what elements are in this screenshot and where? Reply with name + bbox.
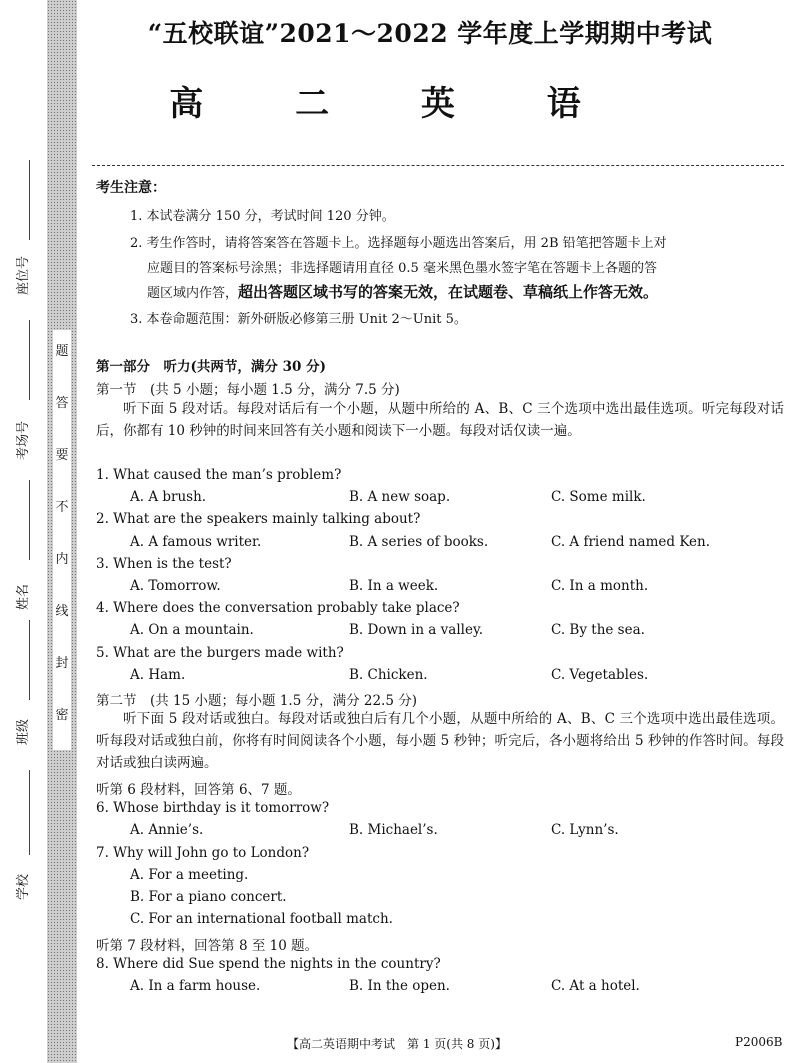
paper-code: P2006B bbox=[735, 1035, 783, 1049]
option-c: C. Vegetables. bbox=[551, 667, 649, 683]
seal-char: 密 bbox=[55, 708, 69, 723]
notice-warning: 超出答题区域书写的答案无效，在试题卷、草稿纸上作答无效。 bbox=[238, 283, 659, 301]
seal-char: 要 bbox=[55, 448, 69, 463]
option-b: B. A series of books. bbox=[349, 534, 489, 550]
option-a: A. Annie’s. bbox=[130, 822, 204, 838]
seat-number-field[interactable] bbox=[29, 160, 30, 240]
option-a: A. A brush. bbox=[130, 489, 207, 505]
option-a: A. Tomorrow. bbox=[130, 578, 221, 594]
question-stem: 1. What caused the man’s problem? bbox=[96, 467, 342, 483]
page-footer: 【高二英语期中考试 第 1 页(共 8 页)】 bbox=[287, 1037, 507, 1051]
option-b: B. A new soap. bbox=[349, 489, 451, 505]
class-label: 班级 bbox=[16, 718, 31, 745]
exam-title: “五校联谊”2021～2022 学年度上学期期中考试 bbox=[147, 19, 713, 48]
option-c: C. For an international football match. bbox=[130, 911, 393, 927]
question-stem: 3. When is the test? bbox=[96, 556, 232, 572]
question-stem: 8. Where did Sue spend the nights in the country? bbox=[96, 956, 441, 972]
part1-heading: 第一部分 听力(共两节，满分 30 分) bbox=[96, 359, 326, 375]
question-stem: 5. What are the burgers made with? bbox=[96, 645, 344, 661]
section1-heading: 第一节 (共 5 小题；每小题 1.5 分，满分 7.5 分) bbox=[96, 382, 400, 398]
seal-char: 内 bbox=[55, 552, 69, 567]
section1-instructions: 听下面 5 段对话。每段对话后有一个小题，从题中所给的 A、B、C 三个选项中选出最佳选项。听完每段对话后，你都有 10 秒钟的时间来回答有关小题和阅读下一小题。每段对话仅读一遍。 bbox=[96, 401, 784, 439]
section2-heading: 第二节 (共 15 小题；每小题 1.5 分，满分 22.5 分) bbox=[96, 693, 417, 709]
notice-heading: 考生注意： bbox=[96, 180, 166, 196]
option-c: C. Some milk. bbox=[551, 489, 646, 505]
name-label: 姓名 bbox=[16, 583, 31, 610]
seal-char: 不 bbox=[55, 500, 69, 515]
notice-item-3: 3. 本卷命题范围：新外研版必修第三册 Unit 2～Unit 5。 bbox=[130, 312, 467, 327]
seal-char: 题 bbox=[55, 344, 69, 359]
exam-room-field[interactable] bbox=[29, 320, 30, 400]
question-stem: 7. Why will John go to London? bbox=[96, 845, 310, 861]
option-a: A. A famous writer. bbox=[130, 534, 262, 550]
material-7-note: 听第 7 段材料，回答第 8 至 10 题。 bbox=[96, 938, 319, 954]
material-6-note: 听第 6 段材料，回答第 6、7 题。 bbox=[96, 782, 301, 798]
option-a: A. In a farm house. bbox=[130, 978, 261, 994]
seal-char: 答 bbox=[55, 396, 69, 411]
option-b: B. In the open. bbox=[349, 978, 450, 994]
option-a: A. On a mountain. bbox=[130, 622, 254, 638]
option-b: B. Michael’s. bbox=[349, 822, 438, 838]
header-divider bbox=[92, 165, 784, 166]
notice-item-2: 2. 考生作答时，请将答案答在答题卡上。选择题每小题选出答案后，用 2B 铅笔把答题卡上对 bbox=[130, 236, 667, 251]
seal-char: 封 bbox=[55, 656, 69, 671]
school-field[interactable] bbox=[29, 770, 30, 855]
option-c: C. In a month. bbox=[551, 578, 649, 594]
seat-number-label: 座位号 bbox=[16, 255, 31, 295]
option-c: C. A friend named Ken. bbox=[551, 534, 711, 550]
notice-item-1: 1. 本试卷满分 150 分，考试时间 120 分钟。 bbox=[130, 209, 395, 224]
option-a: A. For a meeting. bbox=[130, 867, 249, 883]
exam-room-label: 考场号 bbox=[16, 420, 31, 460]
question-stem: 2. What are the speakers mainly talking about? bbox=[96, 511, 421, 527]
option-b: B. Down in a valley. bbox=[349, 622, 484, 638]
option-c: C. Lynn’s. bbox=[551, 822, 619, 838]
notice-item-2-cont: 应题目的答案标号涂黑；非选择题请用直径 0.5 毫米黑色墨水签字笔在答题卡上各题的答 bbox=[147, 261, 657, 276]
question-stem: 4. Where does the conversation probably take place? bbox=[96, 600, 460, 616]
school-label: 学校 bbox=[16, 873, 31, 900]
class-field[interactable] bbox=[29, 620, 30, 700]
name-field[interactable] bbox=[29, 480, 30, 560]
option-a: A. Ham. bbox=[130, 667, 186, 683]
option-c: C. At a hotel. bbox=[551, 978, 640, 994]
option-b: B. Chicken. bbox=[349, 667, 428, 683]
option-c: C. By the sea. bbox=[551, 622, 645, 638]
question-stem: 6. Whose birthday is it tomorrow? bbox=[96, 800, 330, 816]
option-b: B. In a week. bbox=[349, 578, 439, 594]
option-b: B. For a piano concert. bbox=[130, 889, 287, 905]
subject-title: 高 二 英 语 bbox=[169, 84, 621, 124]
notice-item-2-end bbox=[147, 281, 658, 302]
seal-char: 线 bbox=[55, 604, 69, 619]
section2-instructions: 听下面 5 段对话或独白。每段对话或独白后有几个小题，从题中所给的 A、B、C 三个选项中选出最佳选项。听每段对话或独白前，你将有时间阅读各个小题，每小题 5 秒钟；听完后，各小题将给出 5 秒钟的作答时间。每段对话或独白读两遍。 bbox=[96, 711, 784, 771]
notice-item-2-text: 题区域内作答， bbox=[147, 286, 239, 301]
